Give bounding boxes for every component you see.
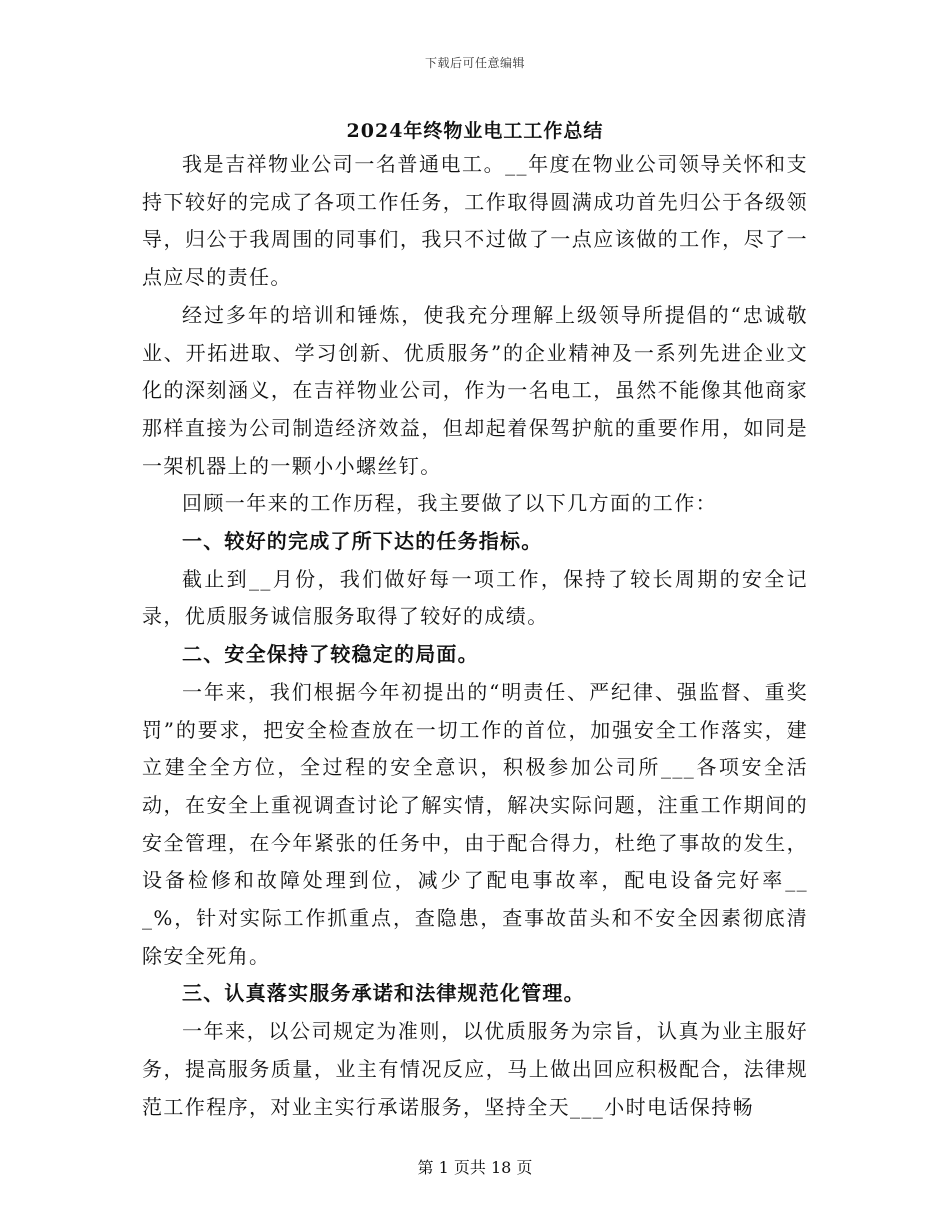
section-heading: 三、认真落实服务承诺和法律规范化管理。 <box>182 981 585 1006</box>
document-title: 2024年终物业电工工作总结 <box>346 120 604 142</box>
paragraph: 截止到__月份，我们做好每一项工作，保持了较长周期的安全记录，优质服务诚信服务取得了较好的成绩。 <box>142 566 808 629</box>
header-note: 下载后可任意编辑 <box>424 56 525 70</box>
document-body <box>142 146 808 1126</box>
section-heading: 一、较好的完成了所下达的任务指标。 <box>182 529 543 554</box>
page-footer: 第 1 页共 18 页 <box>417 1158 533 1177</box>
paragraph: 我是吉祥物业公司一名普通电工。__年度在物业公司领导关怀和支持下较好的完成了各项工作任务，工作取得圆满成功首先归公于各级领导，归公于我周围的同事们，我只不过做了一点应该做的工作，尽了一点应尽的责任。 <box>142 152 808 290</box>
paragraph: 一年来，我们根据今年初提出的“明责任、严纪律、强监督、重奖罚”的要求，把安全检查放在一切工作的首位，加强安全工作落实，建立建全全方位，全过程的安全意识，积极参加公司所___各项安全活动，在安全上重视调查讨论了解实情，解决实际问题，注重工作期间的安全管理，在今年紧张的任务中，由于配合得力，杜绝了事故的发生，设备检修和故障处理到位，减少了配电事故率，配电设备完好率___%，针对实际工作抓重点，查隐患，查事故苗头和不安全因素彻底清除安全死角。 <box>142 679 808 968</box>
section-heading: 二、安全保持了较稳定的局面。 <box>182 642 479 667</box>
paragraph: 一年来，以公司规定为准则，以优质服务为宗旨，认真为业主服好务，提高服务质量，业主有情况反应，马上做出回应积极配合，法律规范工作程序，对业主实行承诺服务，坚持全天___小时电话保持畅 <box>142 1019 808 1119</box>
paragraph: 经过多年的培训和锤炼，使我充分理解上级领导所提倡的“忠诚敬业、开拓进取、学习创新、优质服务”的企业精神及一系列先进企业文化的深刻涵义，在吉祥物业公司，作为一名电工，虽然不能像其他商家那样直接为公司制造经济效益，但却起着保驾护航的重要作用，如同是一架机器上的一颗小小螺丝钉。 <box>142 302 808 478</box>
paragraph: 回顾一年来的工作历程，我主要做了以下几方面的工作： <box>182 491 717 516</box>
